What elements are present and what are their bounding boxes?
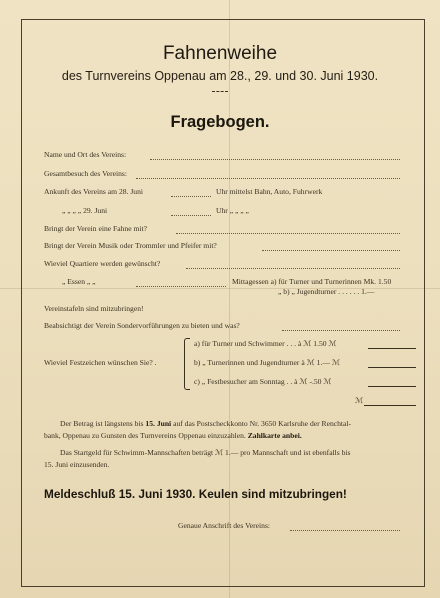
label-essen: „ Essen „ „: [62, 277, 96, 286]
deadline-notice: Meldeschluß 15. Juni 1930. Keulen sind mitzubringen!: [44, 487, 347, 501]
label-mittagessen-b: „ b) „ Jugendturner . . . . . . 1.—: [278, 287, 375, 296]
field-ankunft-29-uhr[interactable]: [171, 215, 211, 216]
field-quartiere[interactable]: [186, 268, 400, 269]
label-festzeichen: Wieviel Festzeichen wünschen Sie? .: [44, 358, 157, 367]
payment-line-2: bank, Oppenau zu Gunsten des Turnvereins Oppenau einzuzahlen. Zahlkarte anbei.: [44, 431, 302, 440]
label-ankunft-29: „ „ „ „ 29. Juni: [62, 206, 108, 215]
page-border: [21, 19, 425, 587]
label-address: Genaue Anschrift des Vereins:: [178, 521, 271, 530]
payment-line-1: Der Betrag ist längstens bis 15. Juni auf das Postscheckkonto Nr. 3650 Karlsruhe der Renchtal-: [60, 419, 352, 428]
startgeld-line-1: Das Startgeld für Schwimm-Mannschaften beträgt ℳ 1.— pro Mannschaft und ist ebenfalls bis: [60, 448, 351, 457]
field-festzeichen-a[interactable]: [368, 348, 416, 349]
field-festzeichen-b[interactable]: [368, 367, 416, 368]
label-gesamtbesuch: Gesamtbesuch des Vereins:: [44, 169, 127, 178]
field-fahne[interactable]: [176, 233, 400, 234]
field-sondervorfuehrungen[interactable]: [282, 330, 400, 331]
label-festzeichen-a: a) für Turner und Schwimmer . . . à ℳ 1.50 ℳ: [194, 339, 337, 348]
field-festzeichen-c[interactable]: [368, 386, 416, 387]
label-mittagessen-a: Mittagessen a) für Turner und Turnerinnen Mk. 1.50: [232, 277, 392, 286]
field-ankunft-28-uhr[interactable]: [171, 196, 211, 197]
festzeichen-brace: [184, 338, 190, 390]
label-ankunft-28-uhr: Uhr mittelst Bahn, Auto, Fuhrwerk: [216, 187, 323, 196]
label-festzeichen-c: c) „ Festbesucher am Sonntag . . à ℳ -.50 ℳ: [194, 377, 332, 386]
label-musik: Bringt der Verein Musik oder Trommler und Pfeifer mit?: [44, 241, 217, 250]
field-gesamtbesuch[interactable]: [136, 178, 400, 179]
label-name-ort: Name und Ort des Vereins:: [44, 150, 127, 159]
label-summe: ℳ: [355, 396, 364, 405]
label-fahne: Bringt der Verein eine Fahne mit?: [44, 224, 147, 233]
label-vereinstafeln: Vereinstafeln sind mitzubringen!: [44, 304, 144, 313]
field-name-ort[interactable]: [150, 159, 400, 160]
field-musik[interactable]: [262, 250, 400, 251]
label-festzeichen-b: b) „ Turnerinnen und Jugendturner à ℳ 1.— ℳ: [194, 358, 340, 367]
form-heading: Fragebogen.: [170, 113, 270, 131]
document-title: Fahnenweihe: [162, 43, 278, 64]
document-subtitle: des Turnvereins Oppenau am 28., 29. und 30. Juni 1930.: [61, 69, 379, 83]
field-address[interactable]: [290, 530, 400, 531]
field-summe[interactable]: [364, 405, 416, 406]
label-sondervorfuehrungen: Beabsichtigt der Verein Sondervorführungen zu bieten und was?: [44, 321, 240, 330]
label-ankunft-29-uhr: Uhr „ „ „ „: [216, 206, 249, 215]
label-quartiere: Wieviel Quartiere werden gewünscht?: [44, 259, 161, 268]
title-ornament: [212, 91, 228, 93]
startgeld-line-2: 15. Juni einzusenden.: [44, 460, 110, 469]
label-ankunft-28: Ankunft des Vereins am 28. Juni: [44, 187, 143, 196]
field-essen[interactable]: [136, 286, 226, 287]
